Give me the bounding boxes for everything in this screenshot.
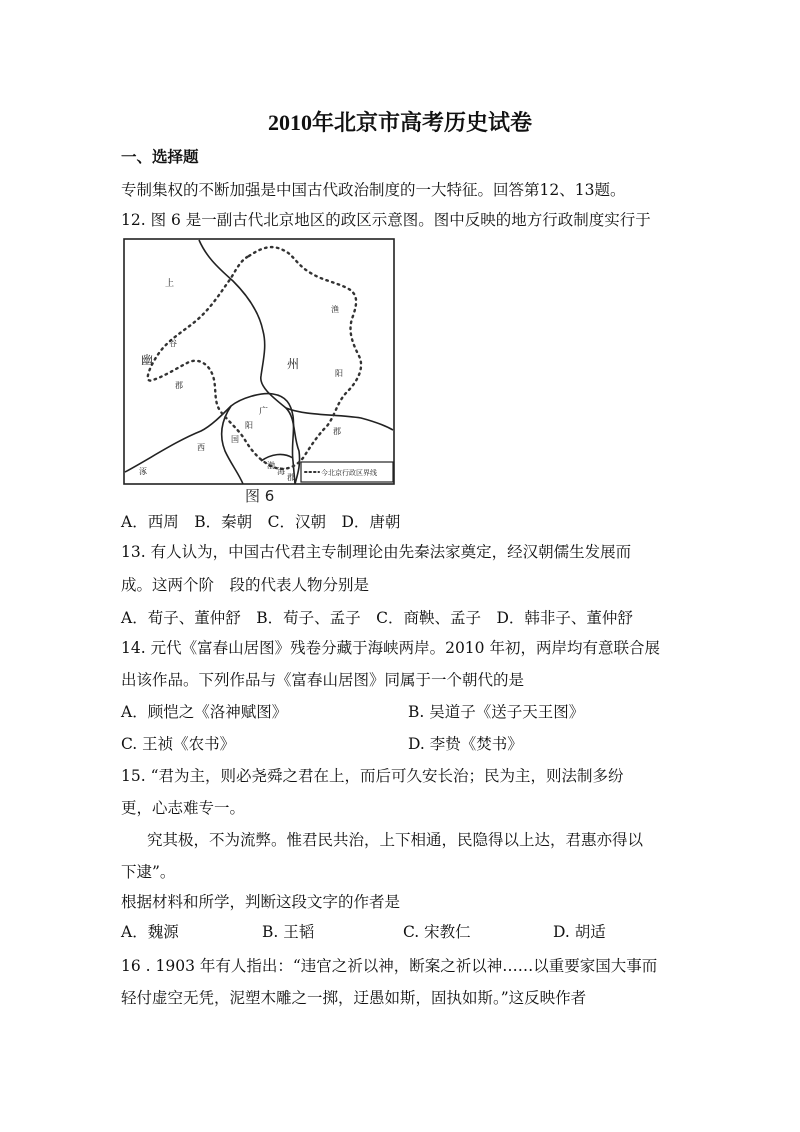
q14-option-a: A．顾恺之《洛神赋图》 <box>121 703 288 721</box>
map-label: 上 <box>165 279 175 289</box>
q15-line3: 究其极，不为流弊。惟君民共治，上下相通，民隐得以上达，君惠亦得以 <box>147 831 644 849</box>
q14-option-b: B. 吴道子《送子天王图》 <box>408 703 585 721</box>
map-label: 国 <box>231 435 239 444</box>
map-label: 郡 <box>175 381 183 390</box>
intro-text: 专制集权的不断加强是中国古代政治制度的一大特征。回答第12、13题。 <box>121 181 626 199</box>
q13-stem-line1: 13. 有人认为，中国古代君主专制理论由先秦法家奠定，经汉朝儒生发展而 <box>121 543 632 561</box>
map-label: 郡 <box>333 427 341 436</box>
figure-6-map <box>121 236 397 504</box>
q15-option-a: A．魏源 <box>121 923 179 941</box>
q14-stem-line1: 14. 元代《富春山居图》残卷分藏于海峡两岸。2010 年初，两岸均有意联合展 <box>121 639 660 657</box>
figure-caption: 图 6 <box>245 487 275 504</box>
map-label: 阳 <box>335 369 343 378</box>
q13-options: A．荀子、董仲舒 B．荀子、孟子 C．商鞅、孟子 D．韩非子、董仲舒 <box>121 609 633 627</box>
q15-option-c: C. 宋教仁 <box>403 923 471 941</box>
q12-options: A．西周 B．秦朝 C．汉朝 D．唐朝 <box>121 513 401 531</box>
map-label: 涿 <box>139 467 147 476</box>
map-label: 谷 <box>169 339 177 348</box>
map-legend-label: 今北京行政区界线 <box>321 469 377 477</box>
map-svg <box>121 236 397 504</box>
map-label: 阳 <box>245 421 253 430</box>
q14-option-d: D. 李贽《焚书》 <box>408 735 523 753</box>
q15-line2: 更，心志难专一。 <box>121 799 246 817</box>
q14-option-c: C. 王祯《农书》 <box>121 735 236 753</box>
q14-stem-line2: 出该作品。下列作品与《富春山居图》同属于一个朝代的是 <box>121 671 525 689</box>
q15-option-b: B. 王韬 <box>262 923 315 941</box>
map-label: 海 <box>277 467 285 476</box>
q16-line2: 轻付虚空无凭，泥塑木雕之一掷，迂愚如斯，固执如斯。”这反映作者 <box>121 989 587 1007</box>
q15-line1: 15. “君为主，则必尧舜之君在上，而后可久安长治；民为主，则法制多纷 <box>121 767 624 785</box>
q15-line5: 根据材料和所学，判断这段文字的作者是 <box>121 893 401 911</box>
q16-line1: 16 . 1903 年有人指出：“违官之祈以神，断案之祈以神……以重要家国大事而 <box>121 957 658 975</box>
map-label: 幽 <box>141 353 154 367</box>
q15-line4: 下逮”。 <box>121 863 176 881</box>
map-label: 州 <box>287 357 300 371</box>
page-title: 2010年北京市高考历史试卷 <box>267 110 532 135</box>
q12-stem: 12. 图 6 是一副古代北京地区的政区示意图。图中反映的地方行政制度实行于 <box>121 211 651 229</box>
q15-option-d: D. 胡适 <box>553 923 606 941</box>
section-heading: 一、选择题 <box>121 147 199 166</box>
map-label: 广 <box>259 407 269 417</box>
map-label: 渔 <box>331 305 339 314</box>
map-label: 渤 <box>267 461 275 470</box>
map-label: 西 <box>197 443 205 452</box>
map-label: 郡 <box>287 473 295 482</box>
q13-stem-line2: 成。这两个阶 段的代表人物分别是 <box>121 576 370 594</box>
